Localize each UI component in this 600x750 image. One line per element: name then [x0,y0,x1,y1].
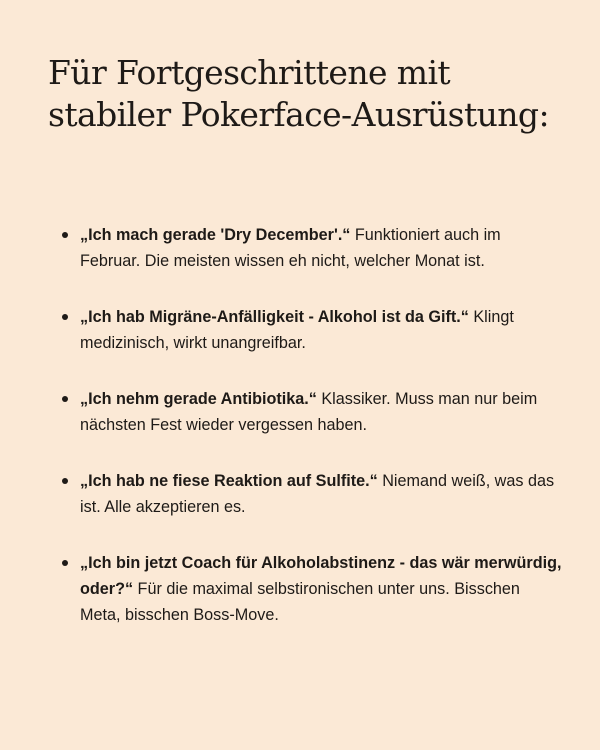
item-text: Für die maximal selbstironischen unter uns. Bisschen Meta, bisschen Boss-Move. [80,580,520,624]
list-item [62,222,562,274]
list-item [62,468,562,520]
title-line-2: stabiler Pokerface-Ausrüstung: [48,95,549,134]
item-quote: „Ich bin jetzt Coach für Alkoholabstinenz - das wär merwürdig, oder?“ [80,554,562,598]
bullet-icon [62,478,68,484]
list-item [62,304,562,356]
list-item [62,550,562,628]
title-line-1: Für Fortgeschrittene mit [48,53,451,92]
item-quote: „Ich mach gerade 'Dry December'.“ [80,226,351,244]
item-quote: „Ich nehm gerade Antibiotika.“ [80,390,317,408]
bullet-icon [62,232,68,238]
item-text: Funktioniert auch im Februar. Die meisten wissen eh nicht, welcher Monat ist. [80,226,501,270]
bullet-icon [62,314,68,320]
item-text: Klingt medizinisch, wirkt unangreifbar. [80,308,514,352]
item-quote: „Ich hab ne fiese Reaktion auf Sulfite.“ [80,472,378,490]
item-text: Klassiker. Muss man nur beim nächsten Fest wieder vergessen haben. [80,390,538,434]
excuse-list [62,222,562,658]
page-title [48,52,568,136]
item-text: Niemand weiß, was das ist. Alle akzeptieren es. [80,472,555,516]
bullet-icon [62,396,68,402]
list-item [62,386,562,438]
bullet-icon [62,560,68,566]
item-quote: „Ich hab Migräne-Anfälligkeit - Alkohol ist da Gift.“ [80,308,469,326]
